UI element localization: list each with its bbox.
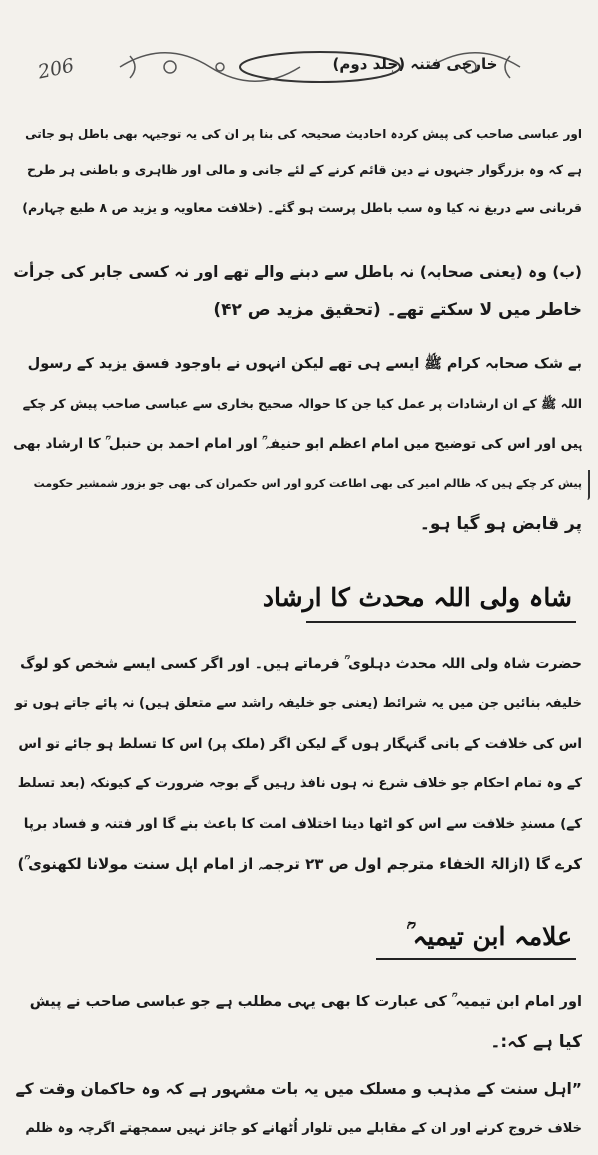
text-line: اور عباسی صاحب کی پیش کردہ احادیث صحیحہ کی بنا پر ان کی یہ توجیہہ بھی باطل ہو جاتی [25, 127, 582, 141]
text-line: کرے گا (ازالۃ الخفاء مترجم اول ص ۲۳ ترجمہ از امام اہل سنت مولانا لکھنوی ؒ) [17, 855, 582, 873]
text-line: خلاف خروج کرنے اور ان کے مقابلے میں تلوار اُٹھانے کو جائز نہیں سمجھتے اگرچہ وہ ظلم [25, 1121, 582, 1136]
text-line: (ب) وہ (یعنی صحابہ) نہ باطل سے دبنے والے تھے اور نہ کسی جابر کی جرأت [13, 263, 582, 281]
heading-underline [306, 621, 576, 623]
book-title: خارجی فتنہ (جلد دوم) [332, 55, 498, 73]
section-heading: علامہ ابن تیمیہ ؒ [406, 922, 572, 951]
text-line: پیش کر چکے ہیں کہ ظالم امیر کی بھی اطاعت کرو اور اس حکمران کی بھی جو بزور شمشیر حکومت [33, 477, 582, 490]
text-line: کے) مسندِ خلافت سے اس کو اٹھا دینا اختلاف امت کا باعث بنے گا اور فتنہ و فساد برپا [23, 816, 582, 832]
page-number: 206 [36, 54, 77, 84]
text-line: پر قابض ہو گیا ہو۔ [419, 514, 582, 534]
text-line: بے شک صحابہ کرام ﷺ ایسے ہی تھے لیکن انہوں نے باوجود فسق یزید کے رسول [27, 356, 582, 372]
text-line: خاطر میں لا سکتے تھے۔ (تحقیق مزید ص ۴۲) [213, 300, 582, 320]
text-line: قربانی سے دریغ نہ کیا وہ سب باطل پرست ہو گئے۔ (خلافت معاویہ و یزید ص ۸ طبع چہارم) [22, 200, 582, 215]
text-line: اس کی خلافت کے بانی گنہگار ہوں گے لیکن اگر (ملک پر) اس کا تسلط ہو جائے تو اس [18, 736, 582, 752]
text-line: کیا ہے کہ:۔ [490, 1032, 582, 1052]
text-line: ہیں اور اس کی توضیح میں امام اعظم ابو حنیفہ ؒ اور امام احمد بن حنبل ؒ کا ارشاد بھی [13, 436, 582, 452]
text-line: ہے کہ وہ بزرگوار جنہوں نے دین قائم کرنے کے لئے جانی و مالی اور ظاہری و باطنی ہر طرح [27, 162, 582, 177]
text-line: ”اہل سنت کے مذہب و مسلک میں یہ بات مشہور ہے کہ وہ حاکمان وقت کے [15, 1080, 582, 1098]
heading-underline [376, 958, 576, 960]
section-heading: شاہ ولی اللہ محدث کا ارشاد [262, 583, 572, 612]
text-line: حضرت شاہ ولی اللہ محدث دہلوی ؒ فرماتے ہیں۔ اور اگر کسی ایسے شخص کو لوگ [20, 656, 582, 672]
text-line: اور امام ابن تیمیہ ؒ کی عبارت کا بھی یہی مطلب ہے جو عباسی صاحب نے پیش [29, 994, 582, 1010]
margin-bracket [582, 470, 590, 500]
text-line: خلیفہ بنائیں جن میں یہ شرائط (یعنی جو خلیفہ راشد سے متعلق ہیں) نہ پائے جاتے ہوں تو [14, 696, 582, 711]
text-line: اللہ ﷺ کے ان ارشادات پر عمل کیا جن کا حوالہ صحیح بخاری سے عباسی صاحب پیش کر چکے [22, 396, 582, 411]
page-header [20, 42, 580, 90]
text-line: کے وہ تمام احکام جو خلاف شرع نہ ہوں نافذ رہیں گے بوجہ ضرورت کے کیونکہ (بعد تسلط [17, 776, 582, 791]
